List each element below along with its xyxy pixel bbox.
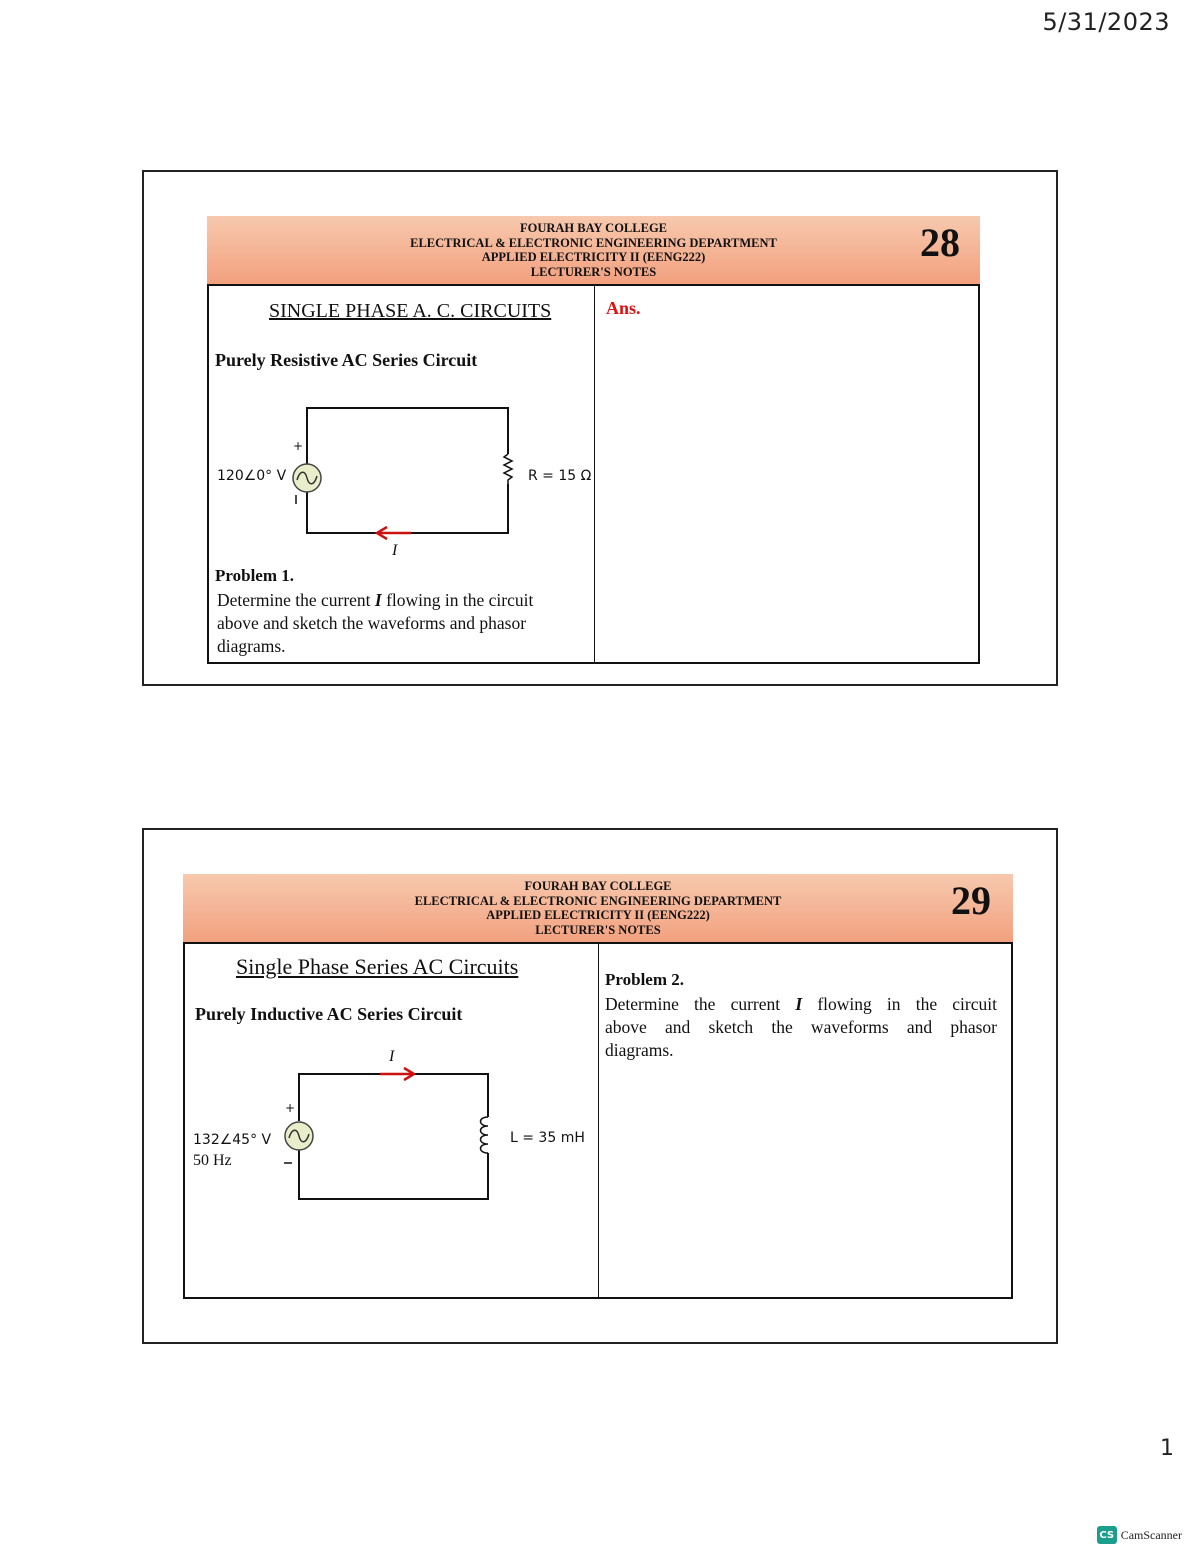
header-department: ELECTRICAL & ELECTRONIC ENGINEERING DEPARTMENT <box>414 893 782 908</box>
resistor-label: R = 15 Ω <box>528 468 592 484</box>
circuit-wires <box>307 408 508 533</box>
current-arrow-icon <box>377 527 411 539</box>
circuit-subtitle: Purely Inductive AC Series Circuit <box>195 1004 463 1024</box>
column-divider <box>598 944 599 1297</box>
inductor-coil-icon <box>481 1117 489 1153</box>
answer-label: Ans. <box>606 298 641 318</box>
header-course: APPLIED ELECTRICITY II (EENG222) <box>481 250 706 264</box>
slide-header <box>183 874 1013 944</box>
header-course: APPLIED ELECTRICITY II (EENG222) <box>486 908 710 922</box>
slide-content <box>207 284 980 664</box>
source-frequency-label: 50 Hz <box>193 1152 232 1169</box>
camscanner-watermark <box>1097 1526 1182 1544</box>
camscanner-label: CamScanner <box>1120 1527 1182 1542</box>
problem-line: Determine the current I flowing in the circuit <box>217 590 534 610</box>
camscanner-logo-icon: CS <box>1097 1526 1117 1544</box>
slide-28 <box>142 170 1058 686</box>
problem-heading: Problem 1. <box>215 566 295 585</box>
current-arrow-icon <box>380 1068 414 1080</box>
plus-sign: + <box>293 439 304 453</box>
column-divider <box>594 286 595 662</box>
problem-line: diagrams. <box>605 1040 674 1060</box>
source-voltage-label: 120∠0° V <box>217 468 287 484</box>
problem-line: above and sketch the waveforms and phasor <box>217 613 527 633</box>
problem-text <box>217 589 587 658</box>
problem-line: Determine the current I flowing in the circuit <box>605 994 997 1014</box>
header-college: FOURAH BAY COLLEGE <box>524 879 672 893</box>
slide-title: SINGLE PHASE A. C. CIRCUITS <box>269 300 552 322</box>
header-college: FOURAH BAY COLLEGE <box>519 221 667 235</box>
page-number: 1 <box>1160 1436 1174 1461</box>
problem-text <box>605 993 997 1062</box>
source-voltage-label: 132∠45° V <box>193 1132 272 1148</box>
slide-title: Single Phase Series AC Circuits <box>236 954 519 979</box>
slide-number: 29 <box>951 878 991 923</box>
header-notes: LECTURER'S NOTES <box>535 922 661 937</box>
problem-line: diagrams. <box>217 636 286 656</box>
header-notes: LECTURER'S NOTES <box>530 264 657 279</box>
circuit-wires <box>299 1074 488 1199</box>
inductor-label: L = 35 mH <box>510 1130 585 1146</box>
header-department: ELECTRICAL & ELECTRONIC ENGINEERING DEPARTMENT <box>410 235 777 250</box>
slide-29 <box>142 828 1058 1344</box>
slide-header <box>207 216 980 284</box>
ac-source-icon <box>285 1122 313 1150</box>
slide-content <box>183 942 1013 1299</box>
current-label: I <box>389 1048 395 1065</box>
circuit-subtitle: Purely Resistive AC Series Circuit <box>215 350 478 370</box>
resistor-zigzag-icon <box>504 454 512 484</box>
current-label: I <box>392 542 398 559</box>
page-date: 5/31/2023 <box>1042 8 1170 36</box>
problem-line: above and sketch the waveforms and phasor <box>605 1017 997 1037</box>
ac-source-icon <box>293 464 321 492</box>
plus-sign: + <box>285 1101 296 1115</box>
slide-number: 28 <box>920 220 960 265</box>
problem-heading: Problem 2. <box>605 970 685 989</box>
